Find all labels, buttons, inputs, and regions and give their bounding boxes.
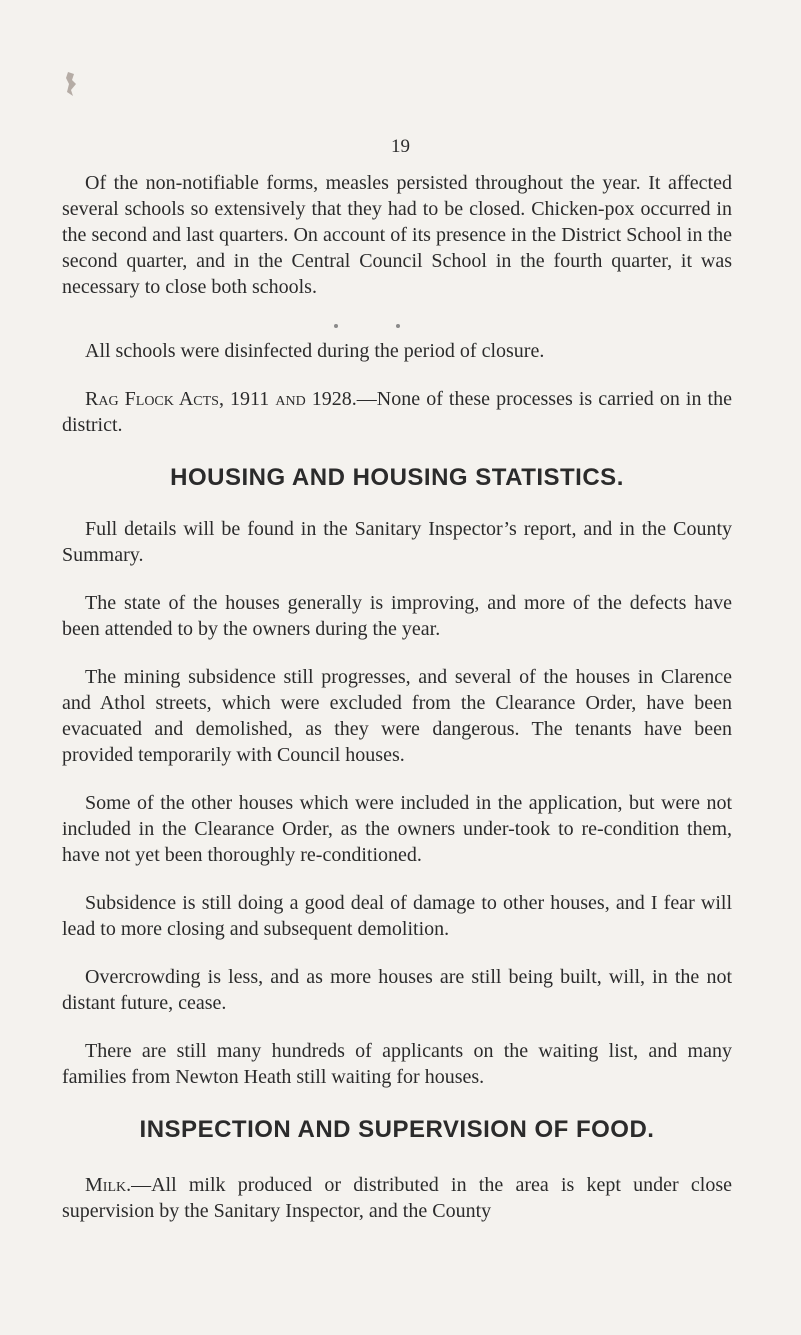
milk-heading: Milk. [85, 1174, 132, 1196]
heading-housing: HOUSING AND HOUSING STATISTICS. [170, 464, 624, 491]
rag-flock-heading: Rag Flock Acts, 1911 and 1928. [85, 388, 357, 410]
paragraph-measles [62, 170, 732, 300]
paragraph-disinfection-text: All schools were disinfected during the period of closure. [85, 340, 545, 362]
paragraph-subsidence-damage [62, 890, 732, 942]
paragraph-disinfection [62, 338, 732, 364]
paragraph-subsidence-damage-text: Subsidence is still doing a good deal of damage to other houses, and I fear will lead to more closing and subsequent demolition. [62, 892, 732, 940]
paragraph-rag-flock [62, 386, 732, 438]
stray-dot [396, 324, 400, 328]
paragraph-full-details-text: Full details will be found in the Sanitary Inspector’s report, and in the County Summary. [62, 518, 732, 566]
paragraph-other-houses-text: Some of the other houses which were included in the application, but were not included in the Clearance Order, as the owners under-took to re-condition them, have not yet been thoroughly re-conditioned. [62, 792, 732, 866]
paragraph-state-of-houses-text: The state of the houses generally is improving, and more of the defects have been attended to by the owners during the year. [62, 592, 732, 640]
paragraph-other-houses [62, 790, 732, 868]
paragraph-measles-text: Of the non-notifiable forms, measles persisted throughout the year. It affected several schools so extensively that they had to be closed. Chicken-pox occurred in the second and last quarters. On account of its presence in the District School in the second quarter, and in the Central Council School in the fourth quarter, it was necessary to close both schools. [62, 172, 732, 298]
rag-flock-text: —None of these processes is carried on in the district. [62, 388, 732, 436]
paragraph-full-details [62, 516, 732, 568]
paragraph-waiting-list [62, 1038, 732, 1090]
paragraph-mining-subsidence [62, 664, 732, 768]
paragraph-mining-subsidence-text: The mining subsidence still progresses, and several of the houses in Clarence and Athol streets, which were excluded from the Clearance Order, have been evacuated and demolished, as they were dangerous. The tenants have been provided temporarily with Council houses. [62, 666, 732, 766]
milk-text: —All milk produced or distributed in the area is kept under close supervision by the Sanitary Inspector, and the County [62, 1174, 732, 1222]
document-body [62, 170, 732, 1246]
stray-dot [334, 324, 338, 328]
heading-food-inspection: INSPECTION AND SUPERVISION OF FOOD. [139, 1116, 655, 1143]
paragraph-state-of-houses [62, 590, 732, 642]
page-number: 19 [391, 136, 410, 157]
paragraph-overcrowding [62, 964, 732, 1016]
paragraph-waiting-list-text: There are still many hundreds of applicants on the waiting list, and many families from Newton Heath still waiting for houses. [62, 1040, 732, 1088]
paragraph-overcrowding-text: Overcrowding is less, and as more houses are still being built, will, in the not distant future, cease. [62, 966, 732, 1014]
paragraph-milk [62, 1172, 732, 1224]
ink-blot-mark [65, 70, 77, 98]
stray-marks [62, 322, 732, 338]
